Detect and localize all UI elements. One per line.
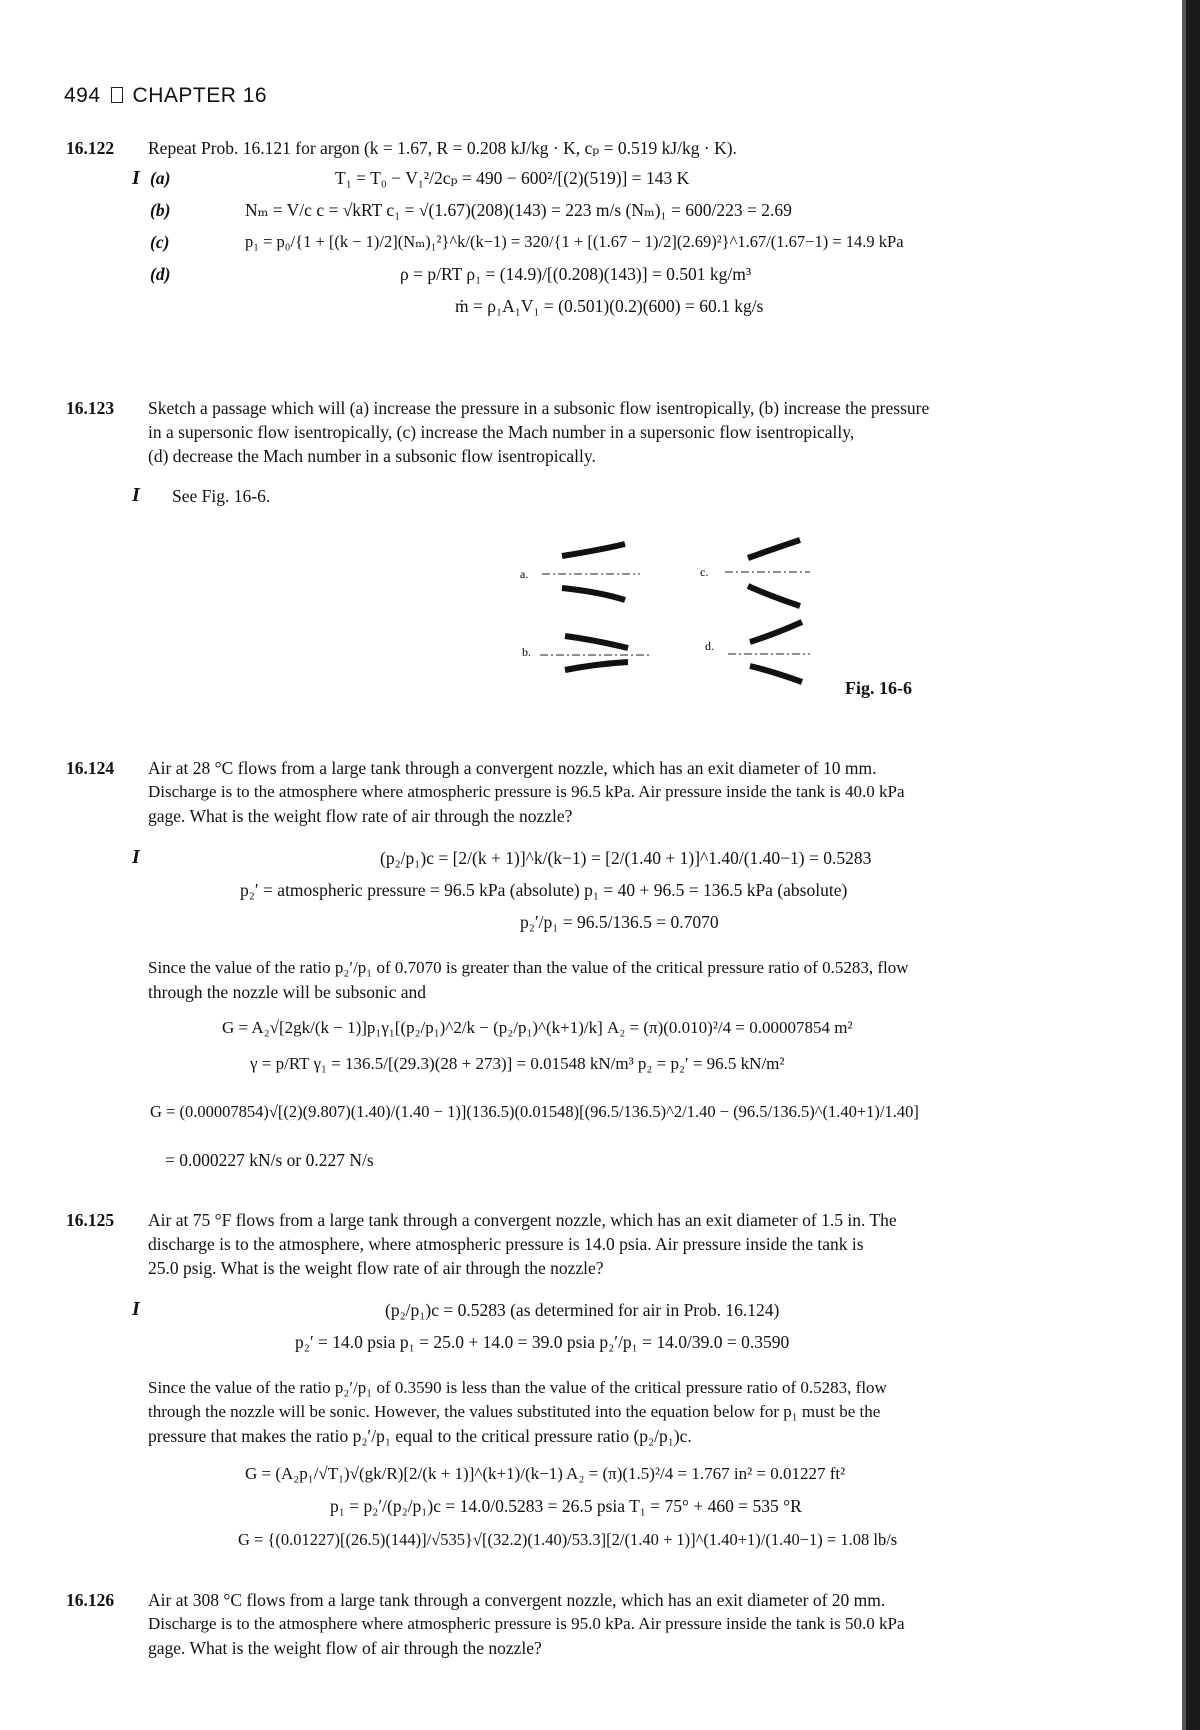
equation: (p₂/p₁)c = [2/(k + 1)]^k/(k−1) = [2/(1.40 + 1)]^1.40/(1.40−1) = 0.5283: [380, 848, 872, 868]
solution-text-line: Since the value of the ratio p₂′/p₁ of 0.7070 is greater than the value of the critical pressure ratio of 0.5283, flow: [148, 958, 909, 977]
passage-c-lower-wall: [748, 586, 800, 606]
passage-d-lower-wall: [750, 666, 802, 682]
page-number: 494: [64, 84, 101, 107]
page-header: [64, 84, 267, 108]
problem-number: 16.126: [66, 1590, 115, 1610]
equation: p₁ = p₀/{1 + [(k − 1)/2](Nₘ)₁²}^k/(k−1) = 320/{1 + [(1.67 − 1)/2](2.69)²}^1.67/(1.67−1) = 14.9 kPa: [245, 232, 904, 251]
solution-text-line: through the nozzle will be subsonic and: [148, 982, 426, 1002]
passage-a-upper-wall: [562, 544, 625, 556]
problem-statement: Repeat Prob. 16.121 for argon (k = 1.67, R = 0.208 kJ/kg · K, cₚ = 0.519 kJ/kg · K).: [148, 138, 737, 158]
equation: p₁ = p₂′/(p₂/p₁)c = 14.0/0.5283 = 26.5 psia T₁ = 75° + 460 = 535 °R: [330, 1496, 802, 1516]
problem-statement-line: Air at 75 °F flows from a large tank through a convergent nozzle, which has an exit diameter of 1.5 in. The: [148, 1210, 897, 1230]
solution-text-line: Since the value of the ratio p₂′/p₁ of 0.3590 is less than the value of the critical pressure ratio of 0.5283, flow: [148, 1378, 887, 1397]
equation: p₂′/p₁ = 96.5/136.5 = 0.7070: [520, 912, 719, 932]
problem-statement-line: in a supersonic flow isentropically, (c) increase the Mach number in a supersonic flow isentropically,: [148, 422, 855, 442]
equation: Nₘ = V/c c = √kRT c₁ = √(1.67)(208)(143) = 223 m/s (Nₘ)₁ = 600/223 = 2.69: [245, 200, 792, 220]
problem-number: 16.123: [66, 398, 115, 418]
problem-number: 16.124: [66, 758, 115, 778]
part-label: (a): [150, 168, 171, 188]
part-label: (b): [150, 200, 171, 220]
passage-d-upper-wall: [750, 622, 802, 642]
chapter-title: CHAPTER 16: [132, 84, 268, 107]
header-box-icon: [111, 87, 123, 103]
equation: γ = p/RT γ₁ = 136.5/[(29.3)(28 + 273)] = 0.01548 kN/m³ p₂ = p₂′ = 96.5 kN/m²: [250, 1054, 785, 1073]
page-edge: [1186, 0, 1200, 1730]
problem-statement-line: gage. What is the weight flow rate of air through the nozzle?: [148, 806, 573, 826]
problem-statement-line: gage. What is the weight flow of air through the nozzle?: [148, 1638, 542, 1658]
solution-mark-icon: I: [132, 1298, 140, 1320]
solution-text: See Fig. 16-6.: [172, 486, 271, 506]
problem-statement-line: 25.0 psig. What is the weight flow rate of air through the nozzle?: [148, 1258, 604, 1278]
passage-b-lower-wall: [565, 662, 628, 670]
problem-statement-line: Air at 28 °C flows from a large tank through a convergent nozzle, which has an exit diameter of 10 mm.: [148, 758, 877, 778]
problem-statement-line: Sketch a passage which will (a) increase the pressure in a subsonic flow isentropically, (b) increase the pressure: [148, 398, 930, 418]
equation: G = (A₂p₁/√T₁)√(gk/R)[2/(k + 1)]^(k+1)/(k−1) A₂ = (π)(1.5)²/4 = 1.767 in² = 0.01227 ft²: [245, 1464, 846, 1483]
equation: p₂′ = 14.0 psia p₁ = 25.0 + 14.0 = 39.0 psia p₂′/p₁ = 14.0/39.0 = 0.3590: [295, 1332, 790, 1352]
solution-mark-icon: I: [132, 484, 140, 506]
problem-statement-line: Discharge is to the atmosphere where atmospheric pressure is 96.5 kPa. Air pressure inside the tank is 40.0 kPa: [148, 782, 905, 801]
passage-c-upper-wall: [748, 540, 800, 558]
problem-statement-line: Air at 308 °C flows from a large tank through a convergent nozzle, which has an exit diameter of 20 mm.: [148, 1590, 886, 1610]
equation: ρ = p/RT ρ₁ = (14.9)/[(0.208)(143)] = 0.501 kg/m³: [400, 264, 752, 284]
problem-number: 16.122: [66, 138, 115, 158]
solution-mark-icon: I: [132, 167, 140, 189]
part-label: (d): [150, 264, 171, 284]
solution-mark-icon: I: [132, 846, 140, 868]
figure-label-d: d.: [705, 639, 714, 653]
problem-statement-line: (d) decrease the Mach number in a subsonic flow isentropically.: [148, 446, 596, 466]
figure-label-c: c.: [700, 565, 709, 579]
solution-text-line: pressure that makes the ratio p₂′/p₁ equal to the critical pressure ratio (p₂/p₁)c.: [148, 1426, 692, 1446]
equation: p₂′ = atmospheric pressure = 96.5 kPa (absolute) p₁ = 40 + 96.5 = 136.5 kPa (absolute): [240, 880, 848, 900]
equation: (p₂/p₁)c = 0.5283 (as determined for air in Prob. 16.124): [385, 1300, 780, 1320]
equation: ṁ = ρ₁A₁V₁ = (0.501)(0.2)(600) = 60.1 kg/s: [455, 296, 764, 316]
figure-caption: Fig. 16-6: [845, 678, 912, 698]
equation: G = A₂√[2gk/(k − 1)]p₁γ₁[(p₂/p₁)^2/k − (p₂/p₁)^(k+1)/k] A₂ = (π)(0.010)²/4 = 0.00007854 m²: [222, 1018, 853, 1037]
figure-label-a: a.: [520, 567, 529, 581]
solution-text-line: through the nozzle will be sonic. However, the values substituted into the equation below for p₁ must be the: [148, 1402, 881, 1421]
equation: G = {(0.01227)[(26.5)(144)]/√535}√[(32.2)(1.40)/53.3][2/(1.40 + 1)]^(1.40+1)/(1.40−1) = 1.08 lb/s: [238, 1530, 898, 1549]
problem-statement-line: discharge is to the atmosphere, where atmospheric pressure is 14.0 psia. Air pressure inside the tank is: [148, 1234, 864, 1254]
problem-number: 16.125: [66, 1210, 115, 1230]
passage-a-lower-wall: [562, 588, 625, 600]
equation-result: = 0.000227 kN/s or 0.227 N/s: [165, 1150, 374, 1170]
figure-label-b: b.: [522, 645, 531, 659]
passage-b-upper-wall: [565, 636, 628, 648]
part-label: (c): [150, 232, 170, 252]
equation: T₁ = T₀ − V₁²/2cₚ = 490 − 600²/[(2)(519)] = 143 K: [335, 168, 690, 188]
problem-statement-line: Discharge is to the atmosphere where atmospheric pressure is 95.0 kPa. Air pressure inside the tank is 50.0 kPa: [148, 1614, 905, 1633]
equation: G = (0.00007854)√[(2)(9.807)(1.40)/(1.40 − 1)](136.5)(0.01548)[(96.5/136.5)^2/1.40 − (96.5/136.5)^(1.40+1)/1.40]: [150, 1102, 919, 1121]
